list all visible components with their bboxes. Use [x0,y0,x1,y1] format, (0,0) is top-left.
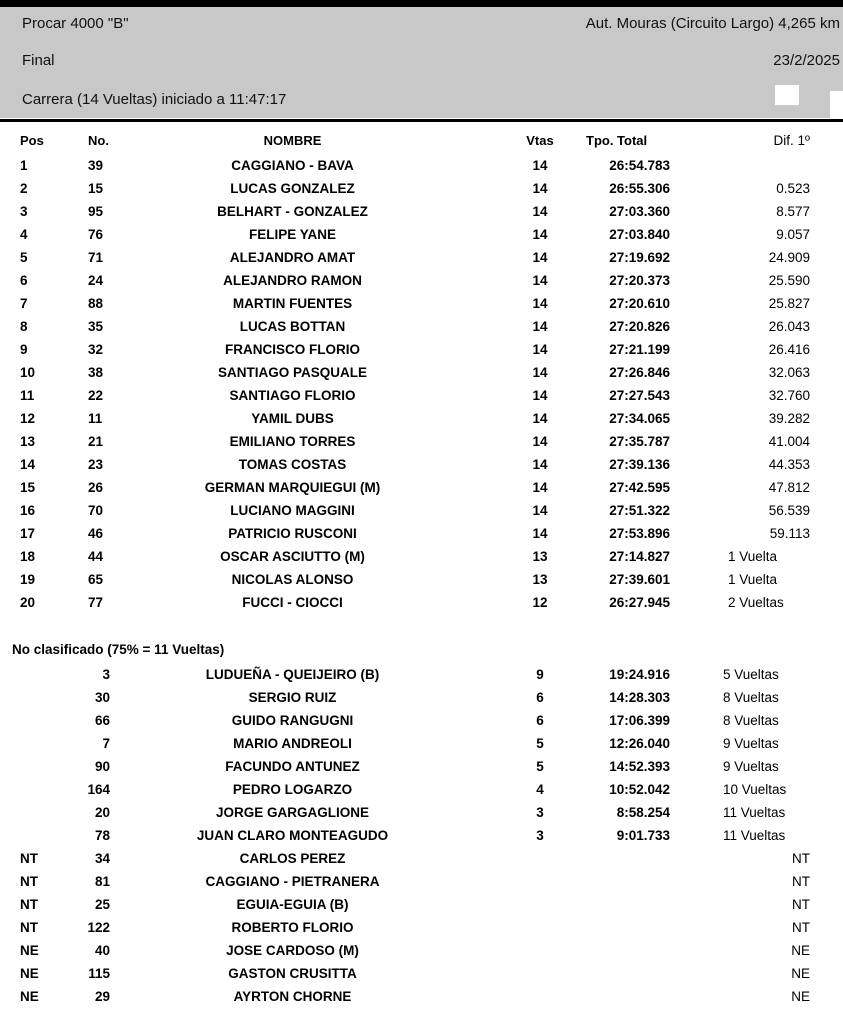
race-info: Carrera (14 Vueltas) iniciado a 11:47:17 [22,91,287,108]
cell-pos: NT [20,897,38,912]
cell-laps: 3 [536,805,544,820]
cell-name: LUDUEÑA - QUEIJEIRO (B) [205,667,380,682]
table-row [0,895,843,918]
cell-no: 95 [88,204,104,219]
cell-no: 35 [88,319,104,334]
cell-laps: 14 [532,273,548,288]
column-headers [0,131,843,151]
cell-diff: 11 Vueltas [723,828,786,843]
cell-no: 39 [88,158,104,173]
cell-name: ALEJANDRO RAMON [223,273,362,288]
cell-diff: NE [791,989,810,1004]
cell-diff: NT [792,897,810,912]
cell-pos: NE [20,966,39,981]
cell-laps: 14 [532,204,548,219]
cell-name: EGUIA-EGUIA (B) [236,897,349,912]
cell-diff: 9 Vueltas [723,759,779,774]
cell-diff: 56.539 [768,503,810,518]
cell-pos: NT [20,874,38,889]
cell-total-time: 27:27.543 [609,388,670,403]
table-row [0,688,843,711]
cell-total-time: 27:51.322 [609,503,670,518]
table-row [0,524,843,547]
header-rule [0,119,843,122]
table-row [0,179,843,202]
cell-laps: 13 [532,549,548,564]
cell-name: LUCAS GONZALEZ [230,181,355,196]
cell-no: 70 [88,503,104,518]
cell-no: 44 [88,549,104,564]
cell-name: ROBERTO FLORIO [231,920,354,935]
cell-pos: 6 [20,273,28,288]
cell-no: 21 [88,434,104,449]
cell-diff: NE [791,966,810,981]
cell-name: BELHART - GONZALEZ [217,204,368,219]
cell-total-time: 26:27.945 [609,595,670,610]
cell-diff: 59.113 [769,526,810,541]
cell-pos: 11 [20,388,35,403]
cell-name: JUAN CLARO MONTEAGUDO [196,828,389,843]
cell-no: 26 [88,480,104,495]
table-row [0,757,843,780]
cell-laps: 9 [536,667,544,682]
cell-diff: 9 Vueltas [723,736,779,751]
cell-name: CAGGIANO - PIETRANERA [205,874,380,889]
cell-name: JORGE GARGAGLIONE [215,805,369,820]
col-pos: Pos [20,133,44,148]
cell-no: 32 [88,342,104,357]
cell-total-time: 10:52.042 [609,782,670,797]
cell-name: AYRTON CHORNE [233,989,352,1004]
cell-total-time: 14:52.393 [609,759,670,774]
cell-pos: 7 [20,296,28,311]
table-row [0,271,843,294]
cell-pos: 2 [20,181,28,196]
cell-pos: 14 [20,457,36,472]
table-row [0,547,843,570]
cell-name: SANTIAGO PASQUALE [217,365,367,380]
cell-pos: NT [20,920,38,935]
cell-no: 88 [88,296,104,311]
cell-diff: 8 Vueltas [723,713,779,728]
cell-diff: 8 Vueltas [723,690,779,705]
cell-laps: 3 [536,828,544,843]
cell-name: LUCIANO MAGGINI [230,503,355,518]
cell-total-time: 27:21.199 [609,342,670,357]
cell-laps: 13 [532,572,548,587]
cell-total-time: 26:54.783 [609,158,670,173]
cell-laps: 6 [536,690,544,705]
cell-total-time: 17:06.399 [609,713,670,728]
table-row [0,734,843,757]
cell-diff: 39.282 [768,411,810,426]
cell-name: MARTIN FUENTES [232,296,353,311]
cell-no: 164 [87,782,110,797]
cell-diff: 41.004 [768,434,810,449]
not-classified-results [0,665,843,1010]
col-no: No. [88,133,109,148]
cell-diff: 26.416 [768,342,810,357]
cell-name: MARIO ANDREOLI [233,736,352,751]
cell-name: FELIPE YANE [248,227,337,242]
cell-name: YAMIL DUBS [251,411,334,426]
cell-total-time: 8:58.254 [616,805,670,820]
cell-no: 23 [88,457,104,472]
cell-name: ALEJANDRO AMAT [229,250,356,265]
cell-total-time: 12:26.040 [609,736,670,751]
cell-pos: 10 [20,365,36,380]
cell-pos: NT [20,851,38,866]
cell-pos: 8 [20,319,28,334]
cell-pos: 1 [20,158,28,173]
cell-no: 25 [94,897,110,912]
table-row [0,665,843,688]
cell-name: GUIDO RANGUGNI [231,713,354,728]
cell-total-time: 27:20.373 [609,273,670,288]
cell-pos: 17 [20,526,36,541]
cell-diff: 24.909 [768,250,810,265]
cell-total-time: 27:03.840 [609,227,670,242]
cell-no: 20 [94,805,110,820]
cell-name: GERMAN MARQUIEGUI (M) [204,480,381,495]
table-row [0,340,843,363]
table-row [0,849,843,872]
cell-diff: 5 Vueltas [723,667,779,682]
table-row [0,711,843,734]
cell-total-time: 27:14.827 [609,549,670,564]
cell-diff: 32.760 [768,388,810,403]
table-row [0,409,843,432]
table-row [0,570,843,593]
cell-diff: NT [792,920,810,935]
cell-total-time: 27:03.360 [609,204,670,219]
cell-no: 7 [102,736,110,751]
cell-diff: 25.590 [768,273,810,288]
cell-laps: 14 [532,526,548,541]
cell-diff: NE [791,943,810,958]
cell-laps: 14 [532,227,548,242]
table-row [0,294,843,317]
cell-pos: 15 [20,480,36,495]
cell-laps: 14 [532,365,548,380]
cell-name: FUCCI - CIOCCI [242,595,343,610]
classified-results [0,156,843,616]
cell-name: PATRICIO RUSCONI [228,526,357,541]
cell-name: FACUNDO ANTUNEZ [225,759,360,774]
cell-laps: 14 [532,411,548,426]
cell-no: 15 [88,181,104,196]
cell-total-time: 19:24.916 [609,667,670,682]
cell-pos: 13 [20,434,36,449]
cell-total-time: 27:39.601 [609,572,670,587]
cell-no: 11 [88,411,103,426]
cell-name: CARLOS PEREZ [239,851,346,866]
table-row [0,248,843,271]
table-row [0,225,843,248]
table-row [0,941,843,964]
cell-no: 122 [87,920,110,935]
cell-diff: 32.063 [768,365,810,380]
category-title: Procar 4000 "B" [22,15,129,32]
cell-diff: 8.577 [776,204,810,219]
cell-total-time: 27:53.896 [609,526,670,541]
cell-no: 22 [88,388,104,403]
cell-laps: 14 [532,342,548,357]
cell-diff: 25.827 [768,296,810,311]
cell-no: 65 [88,572,104,587]
col-diff: Dif. 1º [773,133,810,148]
cell-pos: 5 [20,250,28,265]
col-name: NOMBRE [263,133,322,148]
cell-no: 77 [88,595,104,610]
cell-laps: 12 [532,595,548,610]
cell-pos: 16 [20,503,36,518]
cell-laps: 14 [532,250,548,265]
cell-laps: 14 [532,434,548,449]
table-row [0,432,843,455]
cell-total-time: 27:39.136 [609,457,670,472]
cell-diff: NT [792,874,810,889]
cell-diff: 1 Vuelta [728,549,778,564]
table-row [0,593,843,616]
cell-no: 90 [94,759,110,774]
cell-no: 38 [88,365,104,380]
cell-diff: 1 Vuelta [728,572,778,587]
cell-diff: 10 Vueltas [723,782,787,797]
cell-laps: 14 [532,296,548,311]
cell-name: GASTON CRUSITTA [228,966,357,981]
table-row [0,872,843,895]
cell-total-time: 27:20.610 [609,296,670,311]
cell-laps: 14 [532,319,548,334]
cell-pos: 9 [20,342,28,357]
table-row [0,363,843,386]
cell-no: 29 [94,989,110,1004]
cell-name: OSCAR ASCIUTTO (M) [220,549,365,564]
cell-pos: 18 [20,549,36,564]
top-border [0,0,843,7]
cell-no: 66 [94,713,110,728]
table-row [0,964,843,987]
cell-no: 78 [94,828,110,843]
cell-laps: 4 [536,782,544,797]
cell-total-time: 9:01.733 [616,828,670,843]
redaction-block [775,85,799,105]
cell-name: SERGIO RUIZ [248,690,337,705]
cell-no: 76 [88,227,104,242]
cell-name: NICOLAS ALONSO [231,572,354,587]
col-laps: Vtas [526,133,554,148]
cell-laps: 5 [536,736,544,751]
cell-no: 3 [102,667,110,682]
results-header [0,7,843,118]
cell-name: SANTIAGO FLORIO [229,388,356,403]
cell-laps: 14 [532,181,548,196]
cell-name: TOMAS COSTAS [238,457,347,472]
cell-diff: 2 Vueltas [728,595,784,610]
cell-name: JOSE CARDOSO (M) [226,943,359,958]
cell-no: 81 [94,874,110,889]
not-classified-label: No clasificado (75% = 11 Vueltas) [12,642,225,657]
cell-total-time: 27:26.846 [609,365,670,380]
cell-no: 40 [94,943,110,958]
cell-diff: 11 Vueltas [723,805,786,820]
cell-pos: 4 [20,227,28,242]
cell-name: LUCAS BOTTAN [239,319,346,334]
table-row [0,202,843,225]
cell-laps: 14 [532,388,548,403]
cell-laps: 14 [532,503,548,518]
cell-laps: 5 [536,759,544,774]
table-row [0,780,843,803]
table-row [0,826,843,849]
cell-diff: 47.812 [768,480,810,495]
cell-total-time: 27:34.065 [609,411,670,426]
table-row [0,317,843,340]
cell-no: 34 [94,851,110,866]
cell-name: FRANCISCO FLORIO [225,342,360,357]
cell-pos: 12 [20,411,36,426]
cell-laps: 14 [532,457,548,472]
cell-diff: 26.043 [768,319,810,334]
table-row [0,918,843,941]
cell-total-time: 27:19.692 [609,250,670,265]
col-total-time: Tpo. Total [586,133,648,148]
session-label: Final [22,52,55,69]
cell-total-time: 27:35.787 [609,434,670,449]
race-date: 23/2/2025 [773,52,840,69]
cell-no: 46 [88,526,104,541]
cell-laps: 6 [536,713,544,728]
cell-pos: NE [20,989,39,1004]
cell-pos: 3 [20,204,28,219]
cell-total-time: 27:42.595 [609,480,670,495]
cell-total-time: 27:20.826 [609,319,670,334]
cell-laps: 14 [532,480,548,495]
cell-no: 115 [88,966,110,981]
cell-total-time: 26:55.306 [609,181,670,196]
cell-name: PEDRO LOGARZO [232,782,353,797]
table-row [0,987,843,1010]
cell-name: EMILIANO TORRES [229,434,356,449]
circuit-info: Aut. Mouras (Circuito Largo) 4,265 km [585,15,840,32]
table-row [0,803,843,826]
cell-no: 24 [88,273,104,288]
cell-pos: 20 [20,595,36,610]
table-row [0,156,843,179]
cell-pos: NE [20,943,39,958]
cell-diff: NT [792,851,810,866]
cell-name: CAGGIANO - BAVA [231,158,354,173]
cell-diff: 0.523 [776,181,810,196]
cell-pos: 19 [20,572,36,587]
cell-laps: 14 [532,158,548,173]
cell-diff: 9.057 [776,227,810,242]
table-row [0,386,843,409]
table-row [0,455,843,478]
cell-no: 30 [94,690,110,705]
table-row [0,501,843,524]
cell-diff: 44.353 [768,457,810,472]
cell-total-time: 14:28.303 [609,690,670,705]
cell-no: 71 [88,250,104,265]
table-row [0,478,843,501]
